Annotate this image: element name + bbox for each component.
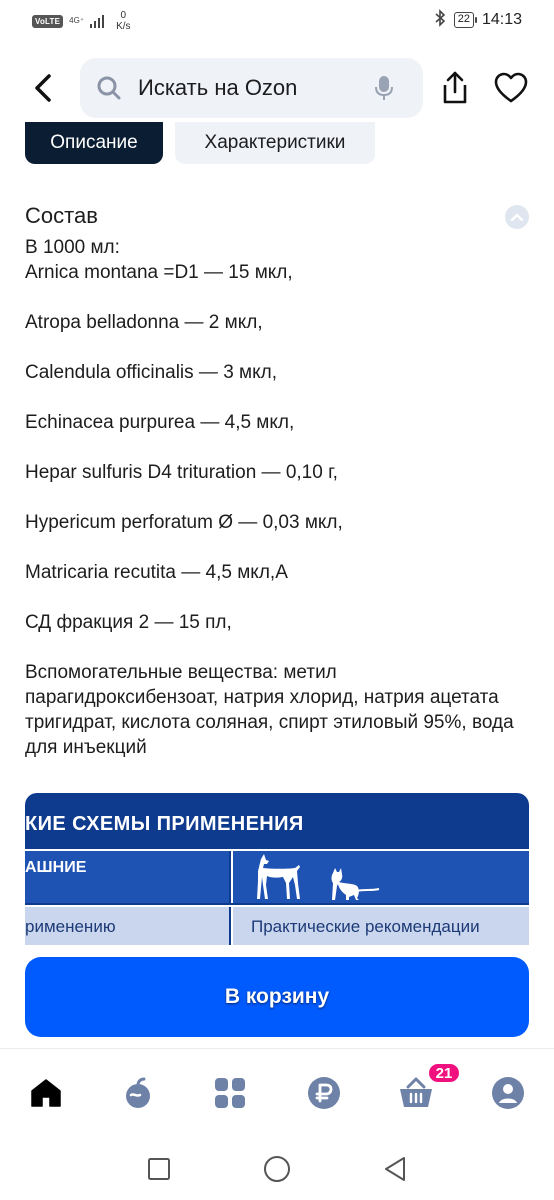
catalog-icon	[214, 1077, 246, 1109]
banner-subheader-left-text: рименению	[25, 917, 116, 936]
bluetooth-icon	[434, 9, 446, 31]
recent-apps-button[interactable]	[144, 1154, 174, 1184]
dog-cat-icon	[253, 853, 413, 903]
banner-header-right	[231, 851, 529, 903]
banner-subheader-row	[25, 905, 529, 945]
search-icon	[96, 75, 122, 101]
excipients-text: Вспомогательные вещества: метил парагидроксибензоат, натрия хлорид, натрия ацетата тригидрат, кислота соляная, спирт этиловый 95%, вода для инъекций	[25, 662, 514, 758]
back-button[interactable]	[28, 70, 58, 106]
back-arrow-icon	[33, 73, 53, 103]
search-bar[interactable]	[80, 58, 423, 118]
network-type: 4G⁺	[69, 16, 85, 25]
banner-header-left	[25, 851, 229, 903]
composition-line: Matricaria recutita — 4,5 мкл,А	[25, 562, 288, 583]
clock: 14:13	[481, 11, 522, 28]
banner-subheader-right	[231, 907, 529, 945]
collapse-button[interactable]	[505, 205, 529, 229]
nav-home[interactable]	[26, 1073, 66, 1113]
top-bar	[0, 56, 554, 120]
composition-line: СД фракция 2 — 15 пл,	[25, 612, 232, 633]
home-system-button[interactable]	[262, 1154, 292, 1184]
back-system-button[interactable]	[380, 1154, 410, 1184]
composition-line: Atropa belladonna — 2 мкл,	[25, 312, 263, 333]
volte-badge: VoLTE	[32, 15, 63, 28]
nav-profile[interactable]	[488, 1073, 528, 1113]
banner-subheader-left	[25, 907, 229, 945]
tab-description[interactable]: Описание	[25, 122, 163, 164]
system-navigation-bar	[0, 1140, 554, 1200]
composition-line: Hepar sulfuris D4 trituration — 0,10 г,	[25, 462, 338, 483]
product-image-banner[interactable]	[25, 793, 529, 945]
nav-catalog[interactable]	[210, 1073, 250, 1113]
bottom-navigation	[0, 1048, 554, 1140]
banner-header-left-text: АШНИЕ	[25, 859, 87, 876]
product-tabs	[25, 122, 375, 164]
composition-line: Arnica montana =D1 — 15 мкл,	[25, 262, 293, 283]
nav-finance[interactable]	[304, 1073, 344, 1113]
composition-line: Echinacea purpurea — 4,5 мкл,	[25, 412, 295, 433]
chevron-up-icon	[511, 213, 523, 221]
composition-text	[25, 235, 530, 760]
search-input[interactable]: Искать на Ozon	[138, 75, 298, 100]
profile-icon	[491, 1076, 525, 1110]
square-icon	[147, 1157, 171, 1181]
home-icon	[30, 1078, 62, 1108]
status-bar	[0, 0, 554, 40]
microphone-icon[interactable]	[373, 75, 395, 101]
speed-value: 0	[120, 10, 127, 21]
banner-subheader-right-text: Практические рекомендации	[251, 917, 480, 936]
banner-title: КИЕ СХЕМЫ ПРИМЕНЕНИЯ	[25, 813, 304, 835]
share-icon[interactable]	[440, 70, 470, 106]
section-title: Состав	[25, 203, 98, 228]
tab-characteristics[interactable]: Характеристики	[175, 122, 375, 164]
ruble-icon	[307, 1076, 341, 1110]
cart-count-badge: 21	[427, 1062, 461, 1084]
cart-icon	[398, 1077, 434, 1109]
signal-icon	[90, 14, 104, 28]
nav-fresh[interactable]	[118, 1073, 158, 1113]
fresh-icon	[122, 1077, 154, 1109]
add-to-cart-button[interactable]: В корзину	[25, 957, 529, 1037]
triangle-back-icon	[382, 1156, 408, 1182]
favorite-heart-icon[interactable]	[494, 72, 528, 104]
composition-line: Calendula officinalis — 3 мкл,	[25, 362, 278, 383]
composition-line: В 1000 мл:	[25, 237, 120, 258]
banner-header-row	[25, 849, 529, 903]
network-speed	[116, 10, 130, 32]
composition-line: Hypericum perforatum Ø — 0,03 мкл,	[25, 512, 343, 533]
status-left	[32, 10, 131, 32]
battery-indicator: 22	[454, 12, 474, 28]
circle-icon	[263, 1155, 291, 1183]
speed-unit: K/s	[116, 21, 131, 32]
status-right	[434, 9, 522, 31]
